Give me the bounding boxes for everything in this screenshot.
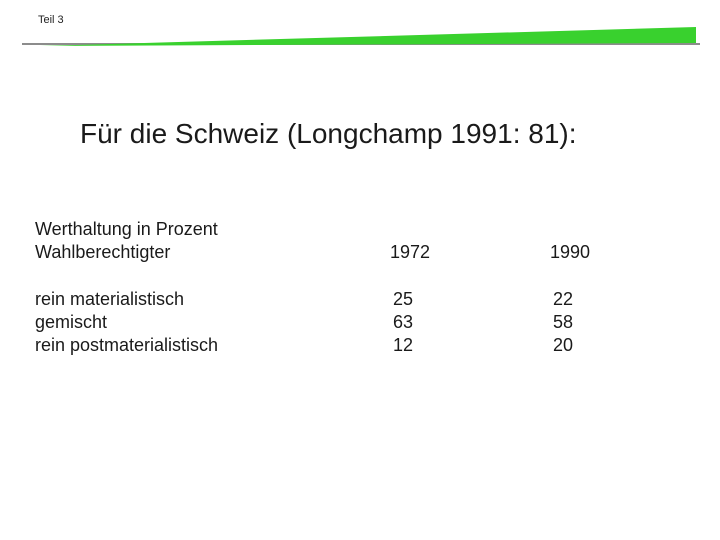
table-header-label-2: Wahlberechtigter [35, 242, 171, 262]
row-value-1990: 20 [553, 335, 574, 355]
row-label: gemischt [35, 312, 108, 332]
row-value-1972: 25 [393, 289, 414, 309]
table-header-label-1: Werthaltung in Prozent [35, 219, 218, 239]
column-header-1990: 1990 [550, 242, 591, 262]
section-label: Teil 3 [38, 14, 64, 26]
column-header-1972: 1972 [390, 242, 431, 262]
header-green-wedge [40, 27, 696, 46]
row-label: rein materialistisch [35, 289, 185, 309]
row-value-1972: 63 [393, 312, 414, 332]
row-value-1990: 58 [553, 312, 574, 332]
slide-title: Für die Schweiz (Longchamp 1991: 81): [80, 118, 577, 149]
row-value-1990: 22 [553, 289, 574, 309]
row-label: rein postmaterialistisch [35, 335, 219, 355]
row-value-1972: 12 [393, 335, 414, 355]
header-decoration [0, 22, 720, 52]
